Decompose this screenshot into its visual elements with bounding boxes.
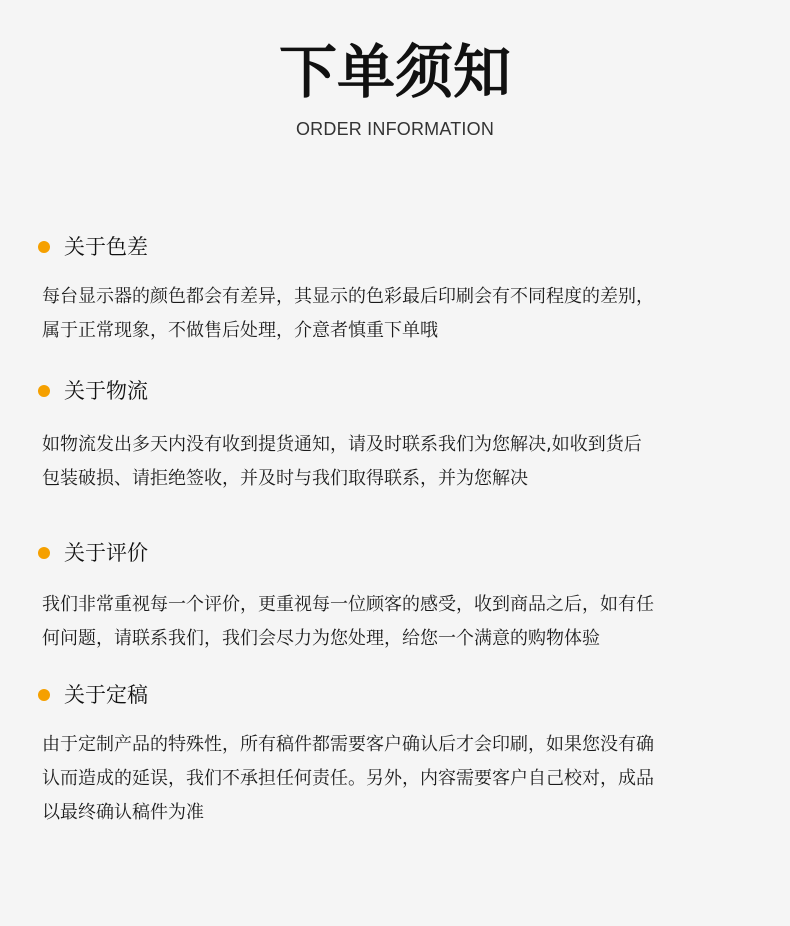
section-heading-label: 关于评价	[64, 541, 148, 565]
section-final-draft	[0, 680, 790, 823]
section-body-line: 包装破损、请拒绝签收，并及时与我们取得联系，并为您解决	[42, 468, 528, 489]
section-reviews	[0, 538, 790, 649]
section-body-line: 我们非常重视每一个评价，更重视每一位顾客的感受，收到商品之后，如有任	[42, 594, 654, 615]
page-subtitle: ORDER INFORMATION	[295, 119, 495, 139]
page-title: 下单须知	[278, 38, 511, 106]
bullet-dot-icon	[38, 385, 50, 397]
section-body-line: 属于正常现象，不做售后处理，介意者慎重下单哦	[42, 320, 438, 341]
bullet-dot-icon	[38, 547, 50, 559]
section-body-line: 如物流发出多天内没有收到提货通知，请及时联系我们为您解决,如收到货后	[42, 434, 642, 455]
bullet-dot-icon	[38, 689, 50, 701]
section-heading-label: 关于物流	[64, 379, 148, 403]
section-heading-label: 关于定稿	[64, 683, 148, 707]
section-heading	[0, 538, 790, 568]
section-heading	[0, 376, 790, 406]
bullet-dot-icon	[38, 241, 50, 253]
section-body-line: 以最终确认稿件为准	[42, 802, 204, 823]
section-color-difference	[0, 232, 790, 341]
section-body	[42, 280, 762, 348]
section-body	[42, 428, 762, 496]
section-heading	[0, 232, 790, 262]
section-heading	[0, 680, 790, 710]
section-body-line: 何问题，请联系我们，我们会尽力为您处理，给您一个满意的购物体验	[42, 628, 600, 649]
section-body-line: 由于定制产品的特殊性，所有稿件都需要客户确认后才会印刷，如果您没有确	[42, 734, 654, 755]
section-body-line: 每台显示器的颜色都会有差异，其显示的色彩最后印刷会有不同程度的差别，	[42, 286, 654, 307]
section-heading-label: 关于色差	[64, 235, 148, 259]
section-body	[42, 588, 762, 656]
section-body	[42, 728, 762, 830]
section-logistics	[0, 376, 790, 489]
section-body-line: 认而造成的延误，我们不承担任何责任。另外，内容需要客户自己校对，成品	[42, 768, 654, 789]
